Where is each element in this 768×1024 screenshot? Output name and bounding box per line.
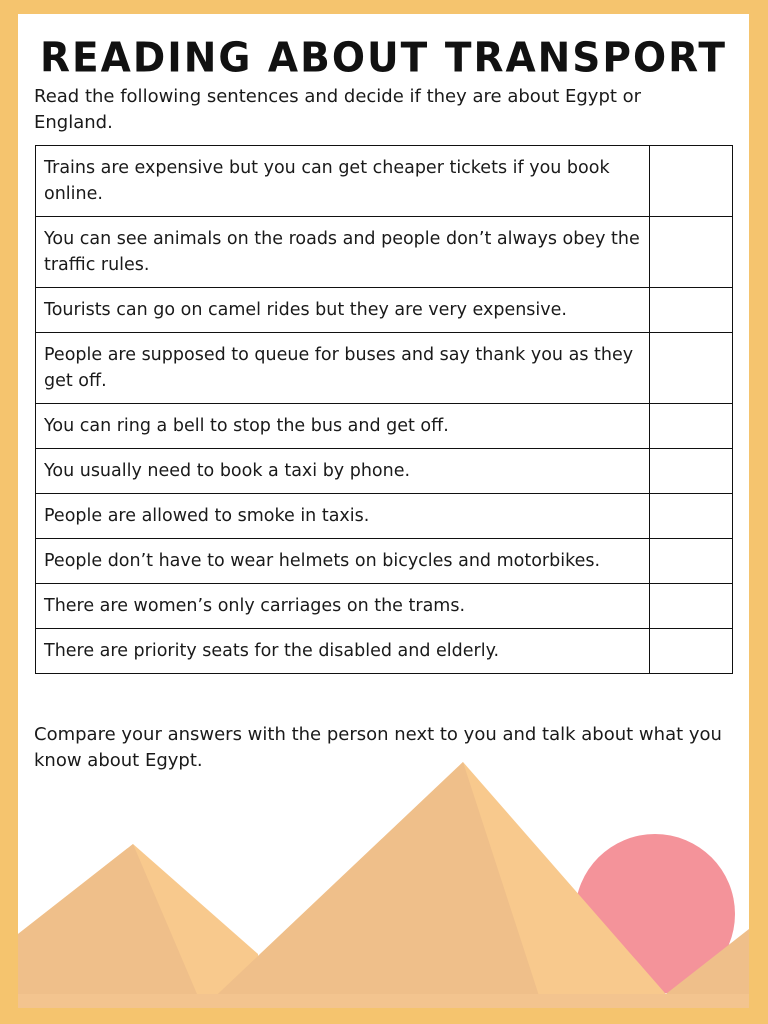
- table-row: [36, 333, 733, 404]
- table-row: [36, 146, 733, 217]
- sentences-table: [35, 145, 733, 674]
- sentence-cell: There are women’s only carriages on the trams.: [36, 584, 650, 629]
- answer-cell[interactable]: [650, 288, 733, 333]
- answer-cell[interactable]: [650, 584, 733, 629]
- table-row: [36, 629, 733, 674]
- instructions-text: Read the following sentences and decide if they are about Egypt or England.: [34, 86, 642, 133]
- answer-cell[interactable]: [650, 629, 733, 674]
- answer-cell[interactable]: [650, 217, 733, 288]
- table-row: [36, 449, 733, 494]
- sentence-cell: You can see animals on the roads and people don’t always obey the traffic rules.: [36, 217, 650, 288]
- sentence-cell: You usually need to book a taxi by phone.: [36, 449, 650, 494]
- sentence-cell: There are priority seats for the disabled and elderly.: [36, 629, 650, 674]
- table-row: [36, 404, 733, 449]
- table-row: [36, 494, 733, 539]
- answer-cell[interactable]: [650, 494, 733, 539]
- worksheet-page: [18, 14, 749, 1008]
- answer-cell[interactable]: [650, 333, 733, 404]
- sentence-cell: Tourists can go on camel rides but they are very expensive.: [36, 288, 650, 333]
- ground-strip: [18, 994, 749, 1008]
- sentence-cell: You can ring a bell to stop the bus and get off.: [36, 404, 650, 449]
- answer-cell[interactable]: [650, 404, 733, 449]
- sentence-cell: Trains are expensive but you can get cheaper tickets if you book online.: [36, 146, 650, 217]
- answer-cell[interactable]: [650, 449, 733, 494]
- sentence-cell: People are supposed to queue for buses and say thank you as they get off.: [36, 333, 650, 404]
- sentence-cell: People don’t have to wear helmets on bicycles and motorbikes.: [36, 539, 650, 584]
- page-title: READING ABOUT TRANSPORT: [39, 34, 728, 83]
- sentence-cell: People are allowed to smoke in taxis.: [36, 494, 650, 539]
- table-row: [36, 217, 733, 288]
- answer-cell[interactable]: [650, 539, 733, 584]
- pyramids-illustration: [18, 754, 749, 1008]
- table-row: [36, 539, 733, 584]
- table-row: [36, 288, 733, 333]
- answer-cell[interactable]: [650, 146, 733, 217]
- table-row: [36, 584, 733, 629]
- follow-up-text: Compare your answers with the person next to you and talk about what you know about Egypt.: [34, 724, 722, 771]
